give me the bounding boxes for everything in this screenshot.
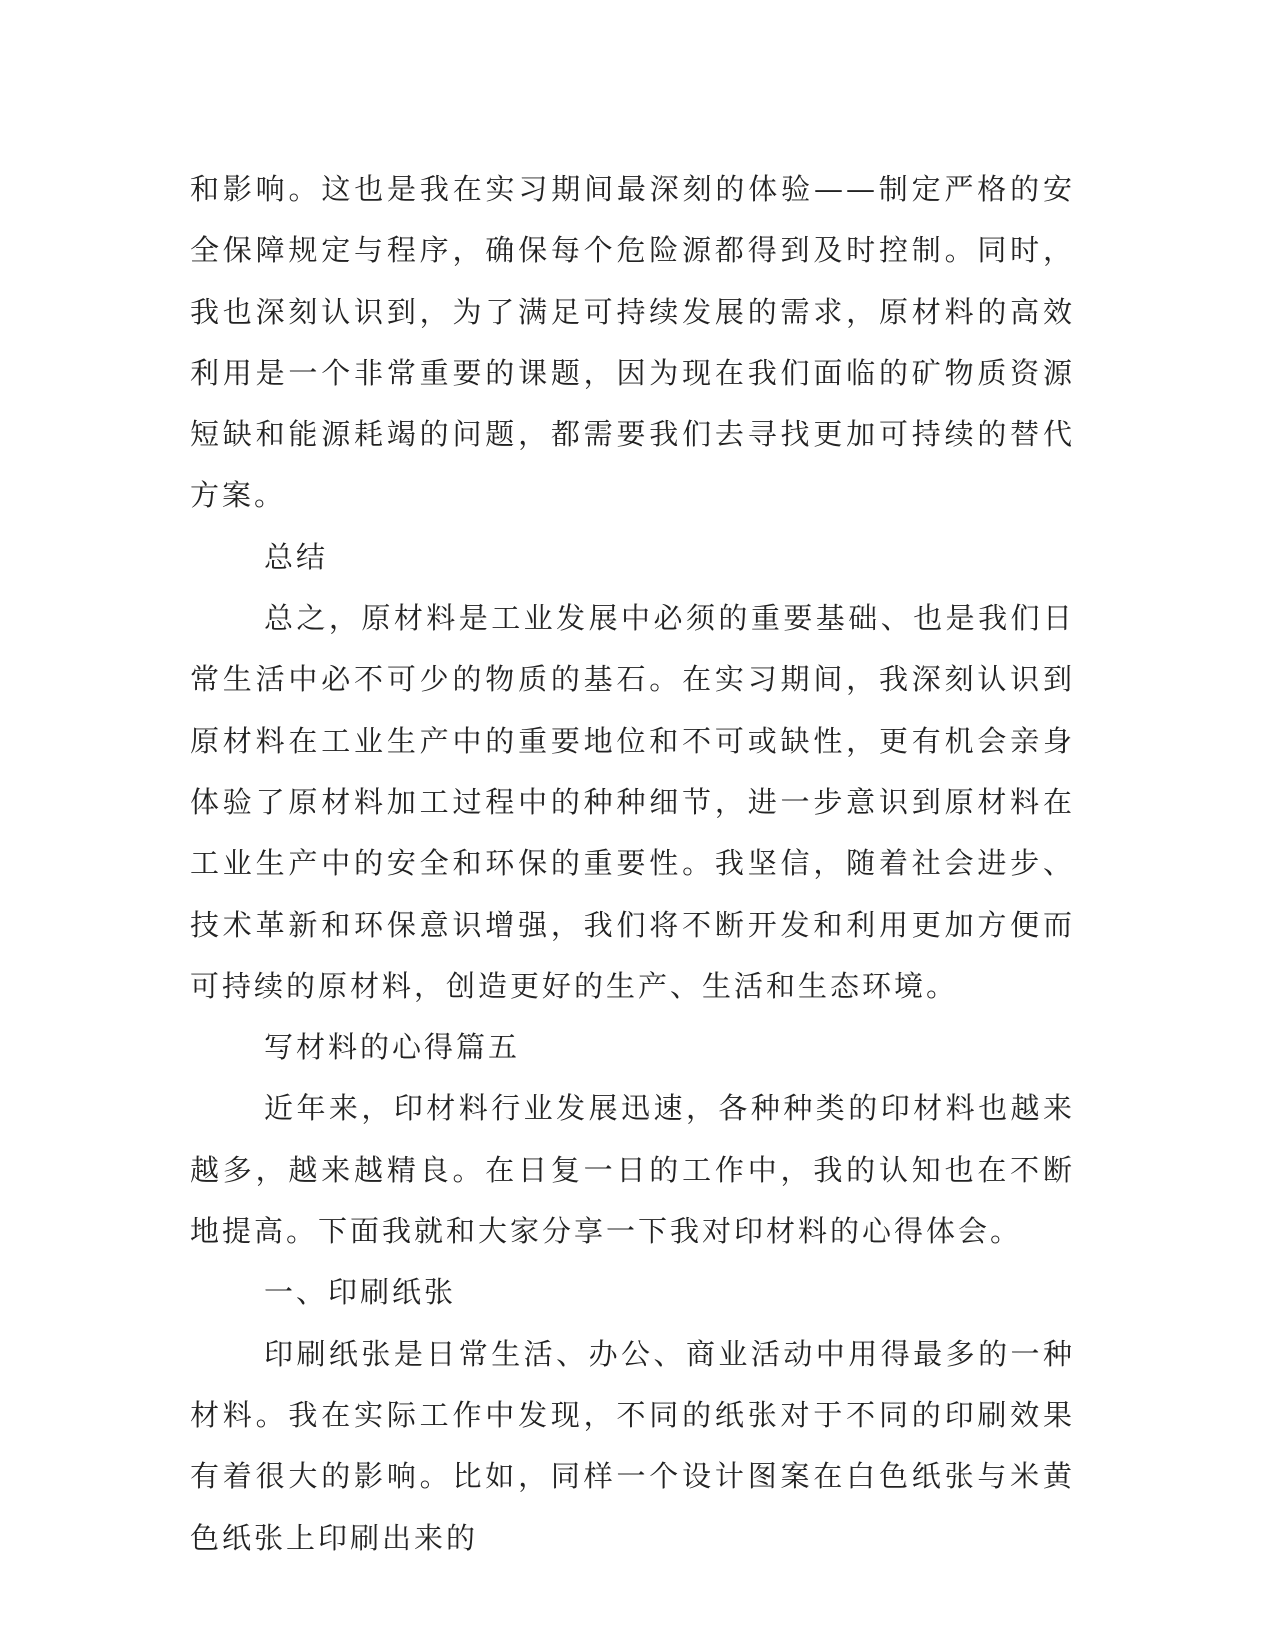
paragraph-continuation: 和影响。这也是我在实习期间最深刻的体验——制定严格的安全保障规定与程序，确保每个危险源都得到及时控制。同时，我也深刻认识到，为了满足可持续发展的需求，原材料的高效利用是一个非常重要的课题，因为现在我们面临的矿物质资源短缺和能源耗竭的问题，都需要我们去寻找更加可持续的替代方案。	[190, 172, 1075, 513]
document-body	[190, 159, 1075, 1569]
paragraph-summary: 总之，原材料是工业发展中必须的重要基础、也是我们日常生活中必不可少的物质的基石。在实习期间，我深刻认识到原材料在工业生产中的重要地位和不可或缺性，更有机会亲身体验了原材料加工过程中的种种细节，进一步意识到原材料在工业生产中的安全和环保的重要性。我坚信，随着社会进步、技术革新和环保意识增强，我们将不断开发和利用更加方便而可持续的原材料，创造更好的生产、生活和生态环境。	[190, 601, 1075, 1003]
paragraph-intro: 近年来，印材料行业发展迅速，各种种类的印材料也越来越多，越来越精良。在日复一日的工作中，我的认知也在不断地提高。下面我就和大家分享一下我对印材料的心得体会。	[190, 1091, 1075, 1249]
section-heading-summary: 总结	[264, 539, 329, 574]
section-heading-printing-paper: 一、印刷纸张	[264, 1275, 457, 1310]
paragraph-printing-paper: 印刷纸张是日常生活、办公、商业活动中用得最多的一种材料。我在实际工作中发现，不同的纸张对于不同的印刷效果有着很大的影响。比如，同样一个设计图案在白色纸张与米黄色纸张上印刷出来的	[190, 1336, 1075, 1555]
section-heading-part-five: 写材料的心得篇五	[264, 1030, 521, 1065]
